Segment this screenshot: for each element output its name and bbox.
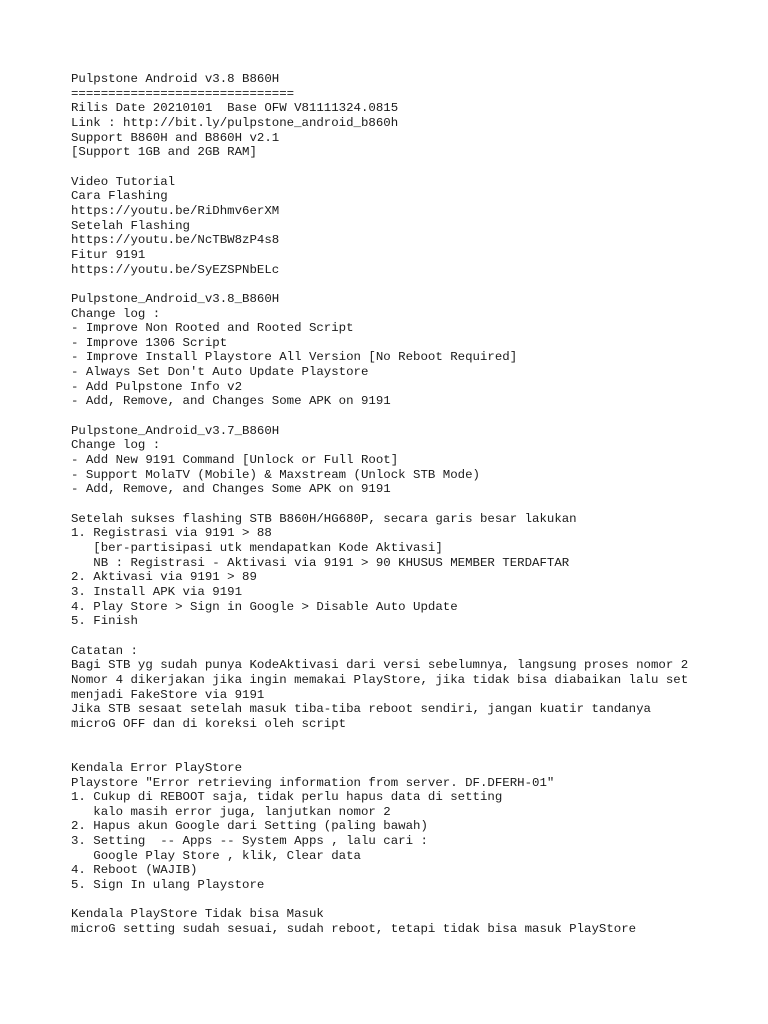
document-line: 3. Setting -- Apps -- System Apps , lalu cari : xyxy=(71,834,428,849)
document-line: 3. Install APK via 9191 xyxy=(71,584,243,599)
document-line: https://youtu.be/RiDhmv6erXM xyxy=(71,203,280,218)
document-line: - Add, Remove, and Changes Some APK on 9191 xyxy=(71,482,391,497)
document-line: - Always Set Don't Auto Update Playstore xyxy=(71,365,369,380)
document-line: - Add New 9191 Command [Unlock or Full Root] xyxy=(71,453,399,468)
document-line: microG setting sudah sesuai, sudah reboot, tetapi tidak bisa masuk PlayStore xyxy=(71,922,637,937)
document-line: Nomor 4 dikerjakan jika ingin memakai PlayStore, jika tidak bisa diabaikan lalu set xyxy=(71,672,689,687)
document-line: - Support MolaTV (Mobile) & Maxstream (Unlock STB Mode) xyxy=(71,467,480,482)
document-line: - Improve Non Rooted and Rooted Script xyxy=(71,321,354,336)
document-line: Google Play Store , klik, Clear data xyxy=(71,848,361,863)
document-line: - Add, Remove, and Changes Some APK on 9191 xyxy=(71,394,391,409)
document-line: 1. Registrasi via 9191 > 88 xyxy=(71,526,272,541)
document-line: microG OFF dan di koreksi oleh script xyxy=(71,716,347,731)
document-line: 1. Cukup di REBOOT saja, tidak perlu hapus data di setting xyxy=(71,790,503,805)
document-line: Kendala PlayStore Tidak bisa Masuk xyxy=(71,907,324,922)
document-line: Fitur 9191 xyxy=(71,247,146,262)
document-text xyxy=(71,72,761,937)
document-line xyxy=(71,409,761,424)
document-line xyxy=(71,160,761,175)
document-line: Playstore "Error retrieving information from server. DF.DFERH-01" xyxy=(71,775,555,790)
document-line: - Improve Install Playstore All Version [No Reboot Required] xyxy=(71,350,518,365)
document-line: [Support 1GB and 2GB RAM] xyxy=(71,145,257,160)
document-line: Pulpstone_Android_v3.7_B860H xyxy=(71,423,280,438)
document-line: Pulpstone Android v3.8 B860H xyxy=(71,72,280,86)
document-line xyxy=(71,732,761,747)
document-line: Change log : xyxy=(71,306,161,321)
document-line: Pulpstone_Android_v3.8_B860H xyxy=(71,291,280,306)
document-line: 2. Aktivasi via 9191 > 89 xyxy=(71,570,257,585)
document-line: kalo masih error juga, lanjutkan nomor 2 xyxy=(71,804,391,819)
document-line: Jika STB sesaat setelah masuk tiba-tiba reboot sendiri, jangan kuatir tandanya xyxy=(71,702,651,717)
document-line: Kendala Error PlayStore xyxy=(71,760,243,775)
document-line: 4. Play Store > Sign in Google > Disable Auto Update xyxy=(71,599,458,614)
document-line: Rilis Date 20210101 Base OFW V81111324.0815 xyxy=(71,101,399,116)
document-line: 2. Hapus akun Google dari Setting (paling bawah) xyxy=(71,819,428,834)
document-line: https://youtu.be/NcTBW8zP4s8 xyxy=(71,233,280,248)
document-line: Link : http://bit.ly/pulpstone_android_b860h xyxy=(71,115,399,130)
document-line: [ber-partisipasi utk mendapatkan Kode Aktivasi] xyxy=(71,541,443,555)
document-line: 5. Finish xyxy=(71,614,138,629)
document-line: - Improve 1306 Script xyxy=(71,335,228,350)
document-line: Setelah sukses flashing STB B860H/HG680P, secara garis besar lakukan xyxy=(71,511,577,526)
document-line: Catatan : xyxy=(71,643,138,658)
document-line: https://youtu.be/SyEZSPNbELc xyxy=(71,262,280,277)
document-line xyxy=(71,893,761,908)
document-line: - Add Pulpstone Info v2 xyxy=(71,379,243,394)
document-line: NB : Registrasi - Aktivasi via 9191 > 90 KHUSUS MEMBER TERDAFTAR xyxy=(71,555,570,570)
document-line: Cara Flashing xyxy=(71,189,168,204)
document-line: 4. Reboot (WAJIB) xyxy=(71,863,198,878)
document-line: menjadi FakeStore via 9191 xyxy=(71,687,265,702)
document-line xyxy=(71,746,761,761)
document-line xyxy=(71,277,761,292)
document-line: Video Tutorial xyxy=(71,174,176,189)
document-line: ============================== xyxy=(71,86,295,101)
document-line xyxy=(71,497,761,512)
document-line: Support B860H and B860H v2.1 xyxy=(71,130,280,145)
document-line: 5. Sign In ulang Playstore xyxy=(71,878,265,893)
document-line: Setelah Flashing xyxy=(71,218,190,233)
document-line: Change log : xyxy=(71,438,161,453)
document-line xyxy=(71,629,761,644)
document-line: Bagi STB yg sudah punya KodeAktivasi dari versi sebelumnya, langsung proses nomor 2 xyxy=(71,658,689,673)
